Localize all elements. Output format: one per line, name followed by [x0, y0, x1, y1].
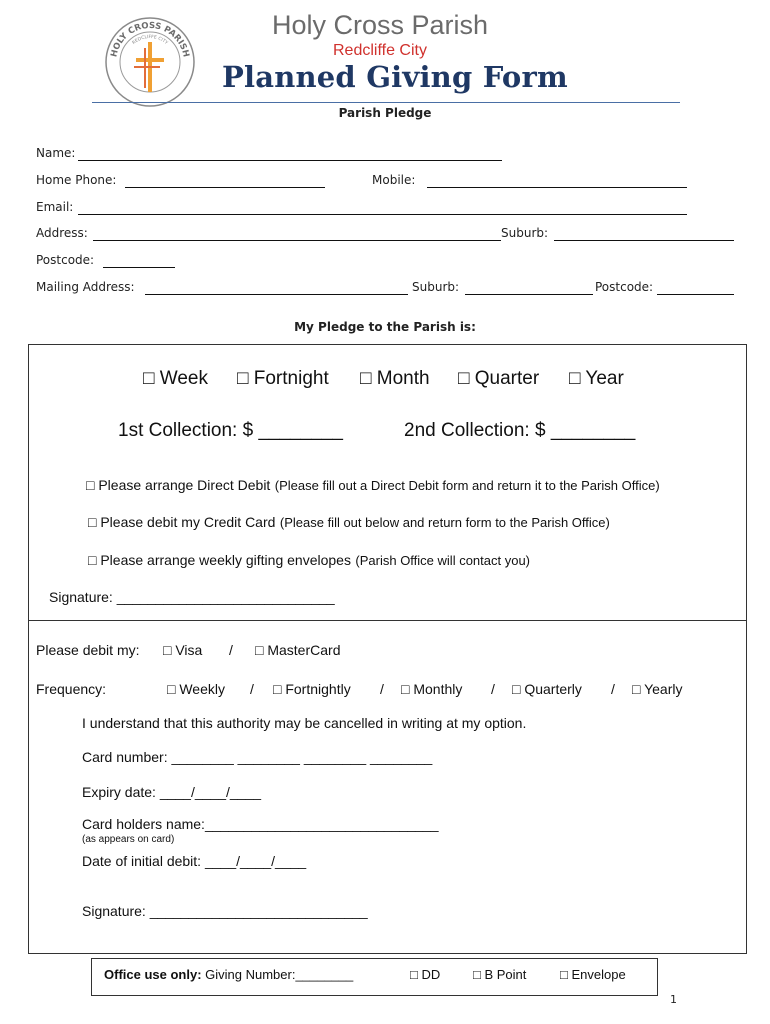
address-label: Address: — [36, 226, 88, 240]
frequency-yearly-checkbox[interactable]: □ Yearly — [632, 681, 683, 697]
mailing-address-label: Mailing Address: — [36, 280, 135, 294]
suburb-label: Suburb: — [501, 226, 549, 240]
frequency-fortnightly-checkbox[interactable]: □ Fortnightly — [273, 681, 351, 697]
card-signature-field[interactable]: Signature: ____________________________ — [82, 903, 368, 919]
mastercard-checkbox[interactable]: □ MasterCard — [255, 642, 341, 658]
initial-debit-date-field[interactable]: Date of initial debit: ____/____/____ — [82, 853, 307, 869]
credit-card-option[interactable] — [88, 514, 610, 532]
second-collection-field[interactable]: 2nd Collection: $ ________ — [404, 420, 636, 441]
office-envelope-checkbox[interactable]: □ Envelope — [560, 967, 626, 982]
period-year-checkbox[interactable]: □ Year — [569, 368, 624, 389]
mailing-suburb-field[interactable] — [465, 294, 593, 295]
logo-arc-text: HOLY CROSS PARISH — [109, 20, 191, 59]
postcode-label: Postcode: — [36, 253, 95, 267]
envelopes-note: (Parish Office will contact you) — [355, 553, 531, 568]
mailing-address-field[interactable] — [145, 294, 408, 295]
home-phone-field[interactable] — [125, 187, 325, 188]
frequency-separator: / — [611, 681, 615, 697]
frequency-separator: / — [380, 681, 384, 697]
frequency-separator: / — [491, 681, 495, 697]
period-week-checkbox[interactable]: □ Week — [143, 368, 208, 389]
expiry-date-field[interactable]: Expiry date: ____/____/____ — [82, 784, 262, 800]
period-quarter-checkbox[interactable]: □ Quarter — [458, 368, 540, 389]
office-dd-checkbox[interactable]: □ DD — [410, 967, 441, 982]
direct-debit-note: (Please fill out a Direct Debit form and return it to the Parish Office) — [274, 478, 660, 493]
address-field[interactable] — [93, 240, 501, 241]
form-subtitle: Parish Pledge — [338, 106, 432, 120]
parish-name: Holy Cross Parish — [272, 10, 489, 40]
frequency-separator: / — [250, 681, 254, 697]
card-separator: / — [229, 642, 233, 658]
office-giving-number — [104, 967, 353, 982]
first-collection-field[interactable]: 1st Collection: $ ________ — [118, 420, 343, 441]
pledge-signature-field[interactable]: Signature: ____________________________ — [49, 589, 335, 605]
mobile-field[interactable] — [427, 187, 687, 188]
form-title: Planned Giving Form — [222, 60, 568, 94]
postcode-field[interactable] — [103, 267, 175, 268]
name-field[interactable] — [78, 160, 502, 161]
name-label: Name: — [36, 146, 76, 160]
mobile-label: Mobile: — [372, 173, 416, 187]
frequency-weekly-checkbox[interactable]: □ Weekly — [167, 681, 225, 697]
email-field[interactable] — [78, 214, 687, 215]
email-label: Email: — [36, 200, 74, 214]
title-divider — [92, 102, 680, 103]
card-holder-note: (as appears on card) — [82, 834, 175, 845]
giving-number-field[interactable]: Giving Number:________ — [201, 967, 354, 982]
mailing-postcode-field[interactable] — [657, 294, 734, 295]
pledge-heading: My Pledge to the Parish is: — [294, 320, 476, 334]
office-bpoint-checkbox[interactable]: □ B Point — [473, 967, 527, 982]
page-number: 1 — [670, 993, 677, 1006]
direct-debit-label: □ Please arrange Direct Debit — [86, 477, 271, 493]
envelopes-label: □ Please arrange weekly gifting envelopes — [88, 552, 351, 568]
frequency-label: Frequency: — [36, 681, 107, 697]
suburb-field[interactable] — [554, 240, 734, 241]
frequency-quarterly-checkbox[interactable]: □ Quarterly — [512, 681, 582, 697]
visa-checkbox[interactable]: □ Visa — [163, 642, 203, 658]
period-month-checkbox[interactable]: □ Month — [360, 368, 430, 389]
card-number-field[interactable]: Card number: ________ ________ ________ ________ — [82, 749, 433, 765]
logo-arc-subtext: REDCLIFFE CITY — [131, 34, 169, 46]
credit-card-note: (Please fill out below and return form to the Parish Office) — [279, 515, 610, 530]
home-phone-label: Home Phone: — [36, 173, 117, 187]
card-holder-name-field[interactable]: Card holders name:______________________________ — [82, 816, 439, 832]
parish-logo — [104, 16, 196, 108]
credit-card-label: □ Please debit my Credit Card — [88, 514, 276, 530]
mailing-postcode-label: Postcode: — [595, 280, 654, 294]
office-use-label: Office use only: — [104, 967, 202, 982]
envelopes-option[interactable] — [88, 552, 530, 570]
authority-statement: I understand that this authority may be cancelled in writing at my option. — [82, 715, 527, 731]
direct-debit-option[interactable] — [86, 477, 660, 495]
parish-city: Redcliffe City — [333, 42, 427, 59]
frequency-monthly-checkbox[interactable]: □ Monthly — [401, 681, 463, 697]
mailing-suburb-label: Suburb: — [412, 280, 460, 294]
period-fortnight-checkbox[interactable]: □ Fortnight — [237, 368, 329, 389]
debit-label: Please debit my: — [36, 642, 140, 658]
